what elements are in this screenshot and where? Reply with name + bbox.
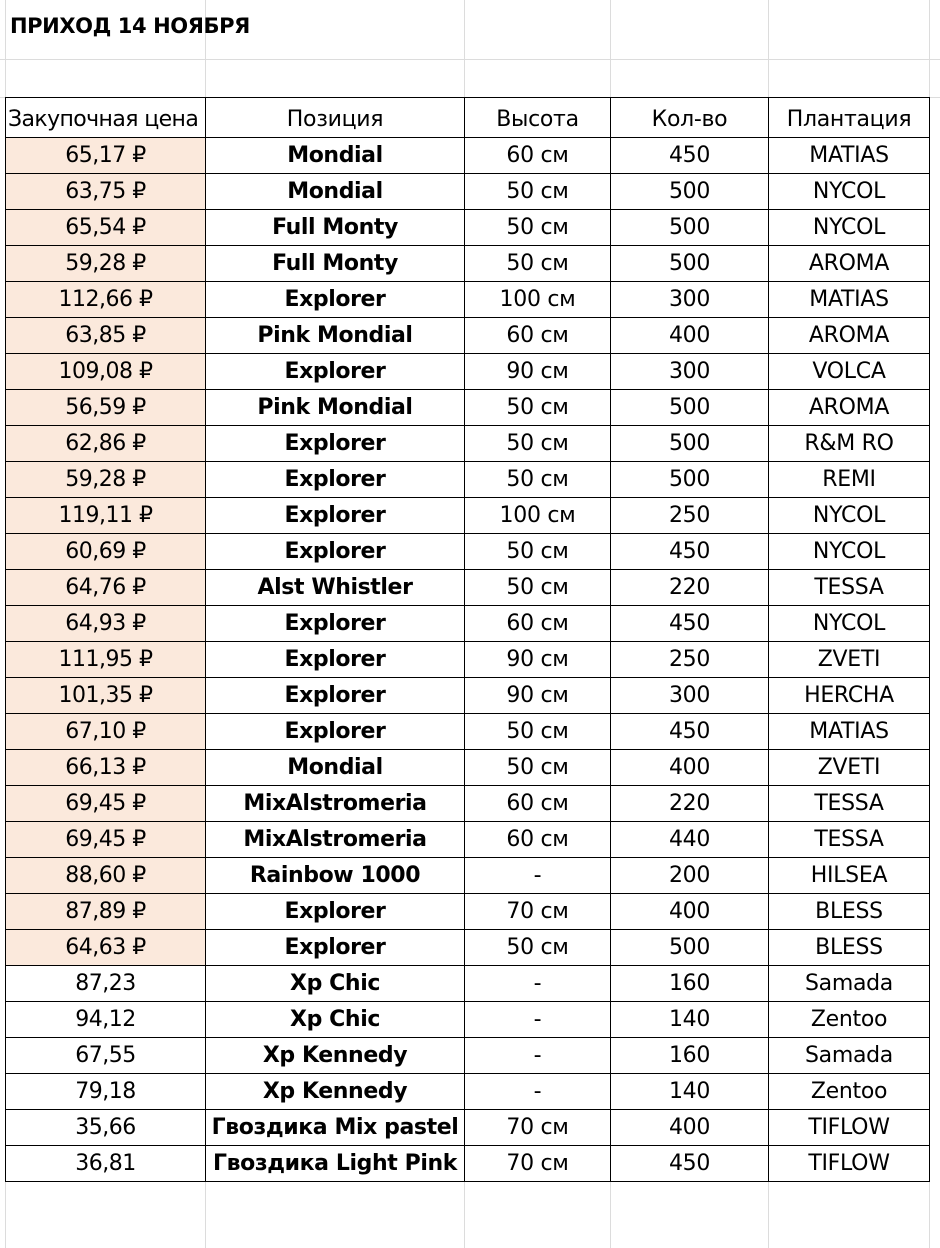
table-row bbox=[6, 570, 930, 606]
position-cell[interactable]: Explorer bbox=[206, 714, 465, 750]
quantity-cell[interactable]: 140 bbox=[611, 1002, 769, 1038]
table-row bbox=[6, 1038, 930, 1074]
height-cell[interactable]: - bbox=[465, 1038, 611, 1074]
table-row bbox=[6, 858, 930, 894]
position-cell[interactable]: Explorer bbox=[206, 894, 465, 930]
price-cell[interactable]: 59,28 ₽ bbox=[6, 246, 206, 282]
table-row bbox=[6, 822, 930, 858]
quantity-cell[interactable]: 250 bbox=[611, 498, 769, 534]
column-header-position[interactable]: Позиция bbox=[206, 98, 465, 138]
table-row bbox=[6, 966, 930, 1002]
position-cell[interactable]: Pink Mondial bbox=[206, 390, 465, 426]
quantity-cell[interactable]: 300 bbox=[611, 282, 769, 318]
table-row bbox=[6, 786, 930, 822]
position-cell[interactable]: Rainbow 1000 bbox=[206, 858, 465, 894]
position-cell[interactable]: Mondial bbox=[206, 138, 465, 174]
height-cell[interactable]: 60 см bbox=[465, 318, 611, 354]
plantation-cell[interactable]: TIFLOW bbox=[769, 1146, 930, 1182]
price-cell[interactable]: 36,81 bbox=[6, 1146, 206, 1182]
column-header-quantity[interactable]: Кол-во bbox=[611, 98, 769, 138]
height-cell[interactable]: 50 см bbox=[465, 210, 611, 246]
quantity-cell[interactable]: 500 bbox=[611, 930, 769, 966]
plantation-cell[interactable]: VOLCA bbox=[769, 354, 930, 390]
table-row bbox=[6, 1002, 930, 1038]
column-header-price[interactable]: Закупочная цена bbox=[6, 98, 206, 138]
price-cell[interactable]: 112,66 ₽ bbox=[6, 282, 206, 318]
quantity-cell[interactable]: 500 bbox=[611, 246, 769, 282]
height-cell[interactable]: 50 см bbox=[465, 570, 611, 606]
table-row bbox=[6, 534, 930, 570]
price-cell[interactable]: 69,45 ₽ bbox=[6, 822, 206, 858]
quantity-cell[interactable]: 500 bbox=[611, 462, 769, 498]
price-cell[interactable]: 64,63 ₽ bbox=[6, 930, 206, 966]
table-row bbox=[6, 894, 930, 930]
price-cell[interactable]: 66,13 ₽ bbox=[6, 750, 206, 786]
plantation-cell[interactable]: NYCOL bbox=[769, 534, 930, 570]
quantity-cell[interactable]: 450 bbox=[611, 1146, 769, 1182]
plantation-cell[interactable]: Samada bbox=[769, 1038, 930, 1074]
quantity-cell[interactable]: 500 bbox=[611, 210, 769, 246]
price-cell[interactable]: 63,85 ₽ bbox=[6, 318, 206, 354]
quantity-cell[interactable]: 400 bbox=[611, 318, 769, 354]
quantity-cell[interactable]: 160 bbox=[611, 966, 769, 1002]
position-cell[interactable]: Explorer bbox=[206, 462, 465, 498]
height-cell[interactable]: 70 см bbox=[465, 1146, 611, 1182]
position-cell[interactable]: Xp Chic bbox=[206, 966, 465, 1002]
quantity-cell[interactable]: 450 bbox=[611, 138, 769, 174]
plantation-cell[interactable]: NYCOL bbox=[769, 606, 930, 642]
table-row bbox=[6, 678, 930, 714]
table-row bbox=[6, 1110, 930, 1146]
price-cell[interactable]: 56,59 ₽ bbox=[6, 390, 206, 426]
height-cell[interactable]: 60 см bbox=[465, 606, 611, 642]
plantation-cell[interactable]: BLESS bbox=[769, 930, 930, 966]
table-row bbox=[6, 426, 930, 462]
price-cell[interactable]: 79,18 bbox=[6, 1074, 206, 1110]
height-cell[interactable]: 70 см bbox=[465, 894, 611, 930]
height-cell[interactable]: 90 см bbox=[465, 642, 611, 678]
price-cell[interactable]: 65,17 ₽ bbox=[6, 138, 206, 174]
sheet-title[interactable]: ПРИХОД 14 НОЯБРЯ bbox=[10, 14, 250, 38]
quantity-cell[interactable]: 440 bbox=[611, 822, 769, 858]
position-cell[interactable]: Mondial bbox=[206, 174, 465, 210]
plantation-cell[interactable]: AROMA bbox=[769, 390, 930, 426]
price-cell[interactable]: 59,28 ₽ bbox=[6, 462, 206, 498]
plantation-cell[interactable]: TESSA bbox=[769, 570, 930, 606]
table-row bbox=[6, 930, 930, 966]
position-cell[interactable]: Explorer bbox=[206, 642, 465, 678]
table-row bbox=[6, 246, 930, 282]
plantation-cell[interactable]: ZVETI bbox=[769, 750, 930, 786]
price-cell[interactable]: 87,89 ₽ bbox=[6, 894, 206, 930]
plantation-cell[interactable]: R&M RO bbox=[769, 426, 930, 462]
plantation-cell[interactable]: TIFLOW bbox=[769, 1110, 930, 1146]
quantity-cell[interactable]: 500 bbox=[611, 174, 769, 210]
purchase-table bbox=[5, 97, 930, 1182]
price-cell[interactable]: 60,69 ₽ bbox=[6, 534, 206, 570]
price-cell[interactable]: 35,66 bbox=[6, 1110, 206, 1146]
position-cell[interactable]: Explorer bbox=[206, 354, 465, 390]
plantation-cell[interactable]: NYCOL bbox=[769, 210, 930, 246]
plantation-cell[interactable]: MATIAS bbox=[769, 138, 930, 174]
table-row bbox=[6, 174, 930, 210]
plantation-cell[interactable]: NYCOL bbox=[769, 498, 930, 534]
height-cell[interactable]: 60 см bbox=[465, 138, 611, 174]
height-cell[interactable]: 100 см bbox=[465, 498, 611, 534]
table-row bbox=[6, 462, 930, 498]
position-cell[interactable]: MixAlstromeria bbox=[206, 786, 465, 822]
price-cell[interactable]: 62,86 ₽ bbox=[6, 426, 206, 462]
quantity-cell[interactable]: 300 bbox=[611, 678, 769, 714]
position-cell[interactable]: Explorer bbox=[206, 282, 465, 318]
header-row bbox=[6, 98, 930, 138]
height-cell[interactable]: 90 см bbox=[465, 354, 611, 390]
height-cell[interactable]: 50 см bbox=[465, 462, 611, 498]
price-cell[interactable]: 64,93 ₽ bbox=[6, 606, 206, 642]
plantation-cell[interactable]: BLESS bbox=[769, 894, 930, 930]
height-cell[interactable]: 50 см bbox=[465, 246, 611, 282]
height-cell[interactable]: 50 см bbox=[465, 390, 611, 426]
price-cell[interactable]: 88,60 ₽ bbox=[6, 858, 206, 894]
height-cell[interactable]: - bbox=[465, 966, 611, 1002]
position-cell[interactable]: Гвоздика Mix pastel bbox=[206, 1110, 465, 1146]
position-cell[interactable]: Explorer bbox=[206, 930, 465, 966]
table-row bbox=[6, 138, 930, 174]
price-cell[interactable]: 119,11 ₽ bbox=[6, 498, 206, 534]
position-cell[interactable]: Alst Whistler bbox=[206, 570, 465, 606]
quantity-cell[interactable]: 500 bbox=[611, 426, 769, 462]
height-cell[interactable]: 50 см bbox=[465, 426, 611, 462]
table-row bbox=[6, 210, 930, 246]
table-row bbox=[6, 1074, 930, 1110]
position-cell[interactable]: Explorer bbox=[206, 426, 465, 462]
plantation-cell[interactable]: TESSA bbox=[769, 822, 930, 858]
grid-line bbox=[0, 59, 940, 60]
quantity-cell[interactable]: 160 bbox=[611, 1038, 769, 1074]
quantity-cell[interactable]: 140 bbox=[611, 1074, 769, 1110]
table-row bbox=[6, 642, 930, 678]
column-header-height[interactable]: Высота bbox=[465, 98, 611, 138]
price-cell[interactable]: 63,75 ₽ bbox=[6, 174, 206, 210]
height-cell[interactable]: 70 см bbox=[465, 1110, 611, 1146]
price-cell[interactable]: 69,45 ₽ bbox=[6, 786, 206, 822]
table-row bbox=[6, 318, 930, 354]
position-cell[interactable]: Pink Mondial bbox=[206, 318, 465, 354]
position-cell[interactable]: MixAlstromeria bbox=[206, 822, 465, 858]
height-cell[interactable]: 50 см bbox=[465, 930, 611, 966]
price-cell[interactable]: 67,55 bbox=[6, 1038, 206, 1074]
height-cell[interactable]: 50 см bbox=[465, 750, 611, 786]
quantity-cell[interactable]: 450 bbox=[611, 714, 769, 750]
price-cell[interactable]: 109,08 ₽ bbox=[6, 354, 206, 390]
quantity-cell[interactable]: 200 bbox=[611, 858, 769, 894]
price-cell[interactable]: 87,23 bbox=[6, 966, 206, 1002]
plantation-cell[interactable]: Samada bbox=[769, 966, 930, 1002]
plantation-cell[interactable]: NYCOL bbox=[769, 174, 930, 210]
price-cell[interactable]: 111,95 ₽ bbox=[6, 642, 206, 678]
table-row bbox=[6, 282, 930, 318]
quantity-cell[interactable]: 250 bbox=[611, 642, 769, 678]
height-cell[interactable]: 90 см bbox=[465, 678, 611, 714]
quantity-cell[interactable]: 500 bbox=[611, 390, 769, 426]
price-cell[interactable]: 64,76 ₽ bbox=[6, 570, 206, 606]
position-cell[interactable]: Explorer bbox=[206, 534, 465, 570]
table-row bbox=[6, 606, 930, 642]
position-cell[interactable]: Explorer bbox=[206, 678, 465, 714]
plantation-cell[interactable]: AROMA bbox=[769, 318, 930, 354]
height-cell[interactable]: 50 см bbox=[465, 174, 611, 210]
quantity-cell[interactable]: 400 bbox=[611, 750, 769, 786]
quantity-cell[interactable]: 400 bbox=[611, 1110, 769, 1146]
plantation-cell[interactable]: HERCHA bbox=[769, 678, 930, 714]
plantation-cell[interactable]: HILSEA bbox=[769, 858, 930, 894]
quantity-cell[interactable]: 300 bbox=[611, 354, 769, 390]
quantity-cell[interactable]: 220 bbox=[611, 786, 769, 822]
plantation-cell[interactable]: REMI bbox=[769, 462, 930, 498]
position-cell[interactable]: Xp Kennedy bbox=[206, 1038, 465, 1074]
table-row bbox=[6, 1146, 930, 1182]
height-cell[interactable]: 100 см bbox=[465, 282, 611, 318]
quantity-cell[interactable]: 220 bbox=[611, 570, 769, 606]
height-cell[interactable]: - bbox=[465, 1002, 611, 1038]
position-cell[interactable]: Explorer bbox=[206, 606, 465, 642]
height-cell[interactable]: 50 см bbox=[465, 714, 611, 750]
plantation-cell[interactable]: Zentoo bbox=[769, 1002, 930, 1038]
position-cell[interactable]: Xp Chic bbox=[206, 1002, 465, 1038]
plantation-cell[interactable]: MATIAS bbox=[769, 714, 930, 750]
plantation-cell[interactable]: Zentoo bbox=[769, 1074, 930, 1110]
quantity-cell[interactable]: 400 bbox=[611, 894, 769, 930]
quantity-cell[interactable]: 450 bbox=[611, 534, 769, 570]
table-row bbox=[6, 390, 930, 426]
height-cell[interactable]: 50 см bbox=[465, 534, 611, 570]
plantation-cell[interactable]: ZVETI bbox=[769, 642, 930, 678]
position-cell[interactable]: Гвоздика Light Pink bbox=[206, 1146, 465, 1182]
plantation-cell[interactable]: MATIAS bbox=[769, 282, 930, 318]
price-cell[interactable]: 94,12 bbox=[6, 1002, 206, 1038]
height-cell[interactable]: 60 см bbox=[465, 822, 611, 858]
quantity-cell[interactable]: 450 bbox=[611, 606, 769, 642]
table-row bbox=[6, 354, 930, 390]
position-cell[interactable]: Full Monty bbox=[206, 210, 465, 246]
column-header-plantation[interactable]: Плантация bbox=[769, 98, 930, 138]
price-cell[interactable]: 101,35 ₽ bbox=[6, 678, 206, 714]
table-row bbox=[6, 714, 930, 750]
table-row bbox=[6, 750, 930, 786]
height-cell[interactable]: 60 см bbox=[465, 786, 611, 822]
height-cell[interactable]: - bbox=[465, 1074, 611, 1110]
plantation-cell[interactable]: TESSA bbox=[769, 786, 930, 822]
position-cell[interactable]: Mondial bbox=[206, 750, 465, 786]
height-cell[interactable]: - bbox=[465, 858, 611, 894]
price-cell[interactable]: 67,10 ₽ bbox=[6, 714, 206, 750]
plantation-cell[interactable]: AROMA bbox=[769, 246, 930, 282]
price-cell[interactable]: 65,54 ₽ bbox=[6, 210, 206, 246]
position-cell[interactable]: Full Monty bbox=[206, 246, 465, 282]
position-cell[interactable]: Xp Kennedy bbox=[206, 1074, 465, 1110]
position-cell[interactable]: Explorer bbox=[206, 498, 465, 534]
table-row bbox=[6, 498, 930, 534]
